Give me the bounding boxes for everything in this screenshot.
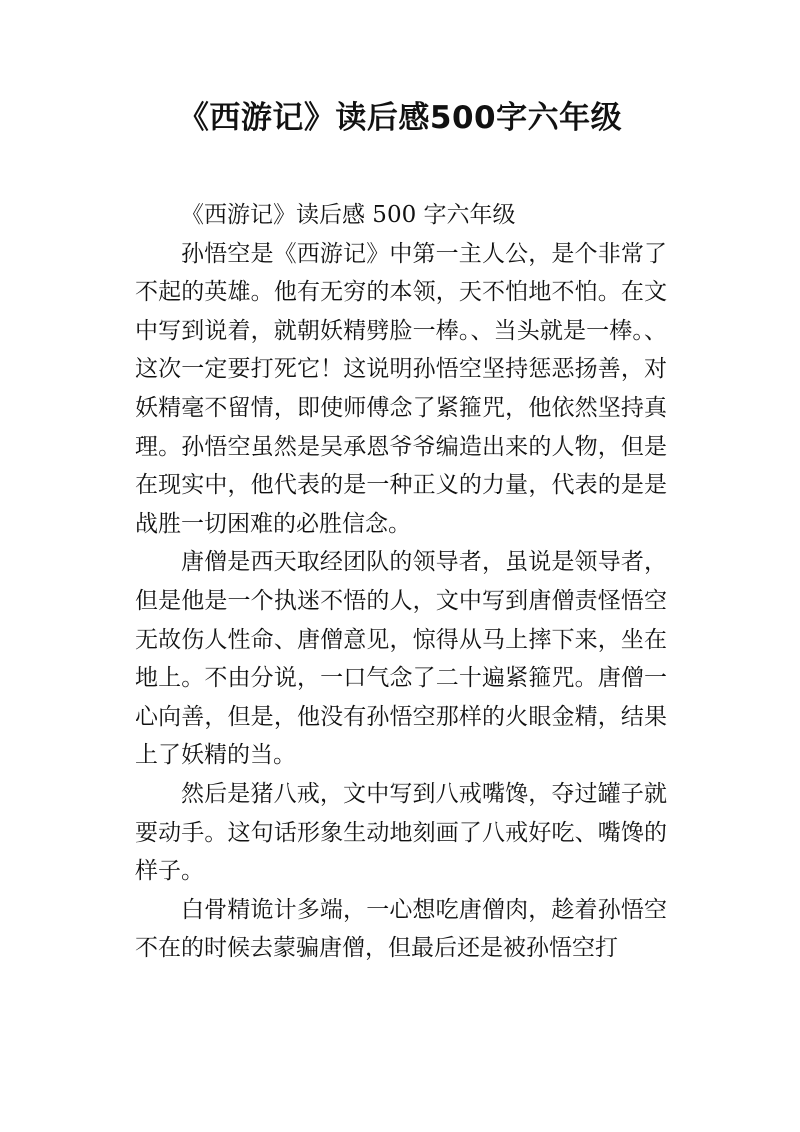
document-title: 《西游记》读后感500字六年级 [177, 100, 623, 136]
document-subtitle: 《西游记》读后感 500 字六年级 [181, 202, 516, 228]
paragraph-zhu-bajie: 然后是猪八戒，文中写到八戒嘴馋，夺过罐子就要动手。这句话形象生动地刻画了八戒好吃、嘴馋的样子。 [135, 780, 667, 885]
paragraph-baigujing: 白骨精诡计多端，一心想吃唐僧肉，趁着孙悟空不在的时候去蒙骗唐僧，但最后还是被孙悟空打 [135, 896, 667, 962]
document-body [135, 196, 667, 968]
paragraph-tang-seng: 唐僧是西天取经团队的领导者，虽说是领导者，但是他是一个执迷不悟的人，文中写到唐僧责怪悟空无故伤人性命、唐僧意见，惊得从马上摔下来，坐在地上。不由分说，一口气念了二十遍紧箍咒。唐僧一心向善，但是，他没有孙悟空那样的火眼金精，结果上了妖精的当。 [135, 549, 667, 769]
paragraph-sun-wukong: 孙悟空是《西游记》中第一主人公，是个非常了不起的英雄。他有无穷的本领，天不怕地不怕。在文中写到说着，就朝妖精劈脸一棒。、当头就是一棒。、这次一定要打死它！这说明孙悟空坚持惩恶扬善，对妖精毫不留情，即使师傅念了紧箍咒，他依然坚持真理。孙悟空虽然是吴承恩爷爷编造出来的人物，但是在现实中，他代表的是一种正义的力量，代表的是是战胜一切困难的必胜信念。 [135, 240, 667, 537]
